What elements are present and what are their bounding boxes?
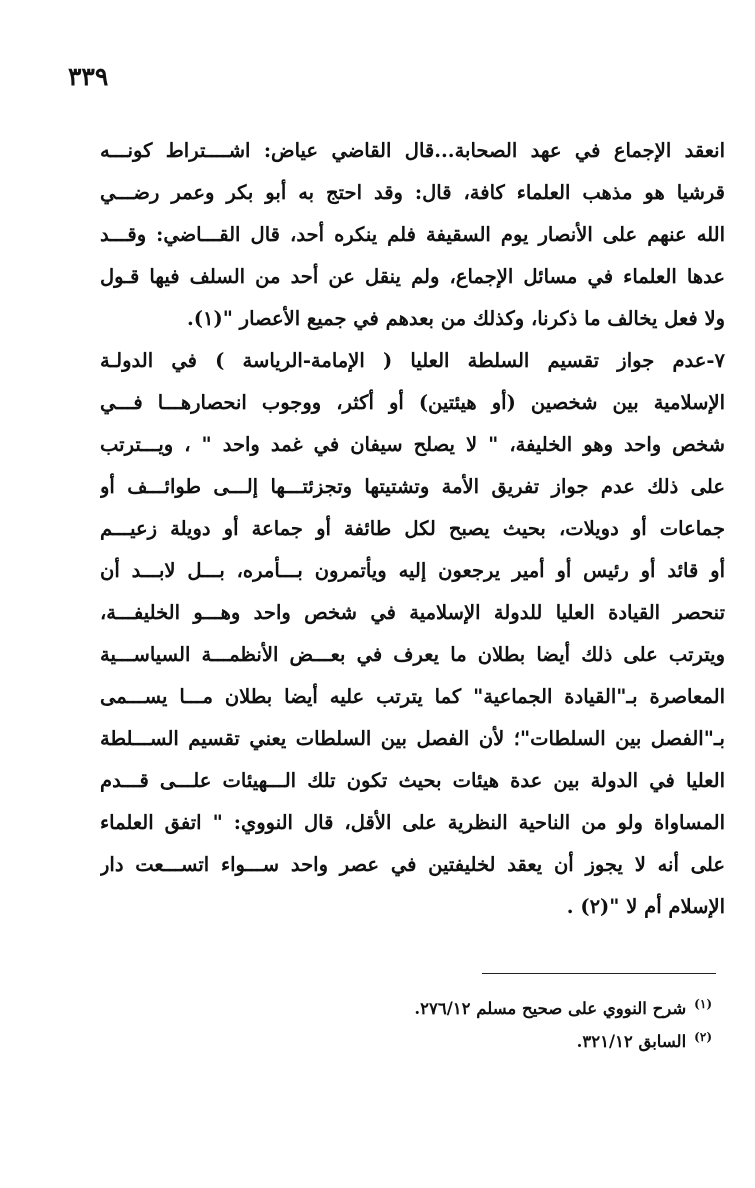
text-line: العليا في الدولة بين عدة هيئات بحيث تكون تلك الـــهيئات علـــى قـــدم (100, 769, 725, 792)
text-line: شخص واحد وهو الخليفة، " لا يصلح سيفان في غمد واحد " ، ويـــترتب (100, 433, 725, 456)
text-line: المساواة ولو من الناحية النظرية على الأقل، قال النووي: " اتفق العلماء (100, 811, 725, 834)
text-line: الإسلامية بين شخصين (أو هيئتين) أو أكثر، ووجوب انحصارهـــا فـــي (100, 391, 725, 414)
footnote-marker: (٢) (694, 1030, 712, 1044)
footnote-item (300, 988, 712, 1021)
text-line: الإسلام أم لا "(٢) . (566, 895, 725, 918)
footnote-text: شرح النووي على صحيح مسلم ٢٧٦/١٢. (414, 999, 687, 1018)
footnotes (300, 988, 712, 1054)
text-line: على أنه لا يجوز أن يعقد لخليفتين في عصر واحد ســـواء اتســـعت دار (100, 853, 725, 876)
text-line: الله عنهم على الأنصار يوم السقيفة فلم ينكره أحد، قال القـــاضي: وقـــد (100, 223, 725, 246)
body-text (100, 130, 725, 928)
text-line: أو قائد أو رئيس أو أمير يرجعون إليه ويأتمرون بـــأمره، بـــل لابـــد أن (100, 559, 725, 582)
text-line: ولا فعل يخالف ما ذكرنا، وكذلك من بعدهم في جميع الأعصار "(١). (187, 307, 725, 330)
text-line: بـ"الفصل بين السلطات"؛ لأن الفصل بين السلطات يعني تقسيم الســـلطة (100, 727, 725, 750)
page-number: ٣٣٩ (68, 62, 109, 91)
text-line: ويترتب على ذلك أيضا بطلان ما يعرف في بعـــض الأنظمـــة السياســـية (100, 643, 725, 666)
footnote-text: السابق ٣٢١/١٢. (576, 1032, 687, 1051)
text-line: جماعات أو دويلات، بحيث يصبح لكل طائفة أو جماعة أو دويلة زعيـــم (100, 517, 725, 540)
footnote-item (300, 1021, 712, 1054)
text-line: ٧-عدم جواز تقسيم السلطة العليا ( الإمامة-الرياسة ) في الدولـة (100, 349, 725, 372)
footnote-marker: (١) (694, 997, 712, 1011)
text-line: قرشيا هو مذهب العلماء كافة، قال: وقد احتج به أبو بكر وعمر رضـــي (100, 181, 725, 204)
text-line: عدها العلماء في مسائل الإجماع، ولم ينقل عن أحد من السلف فيها قـول (100, 265, 725, 288)
text-line: المعاصرة بـ"القيادة الجماعية" كما يترتب عليه أيضا بطلان مـــا يســـمى (100, 685, 725, 708)
text-line: انعقد الإجماع في عهد الصحابة...قال القاضي عياض: اشــــتراط كونـــه (100, 139, 725, 162)
footnote-divider (482, 973, 716, 974)
text-line: تنحصر القيادة العليا للدولة الإسلامية في شخص واحد وهـــو الخليفـــة، (100, 601, 725, 624)
text-line: على ذلك عدم جواز تفريق الأمة وتشتيتها وتجزئتـــها إلـــى طوائـــف أو (100, 475, 725, 498)
